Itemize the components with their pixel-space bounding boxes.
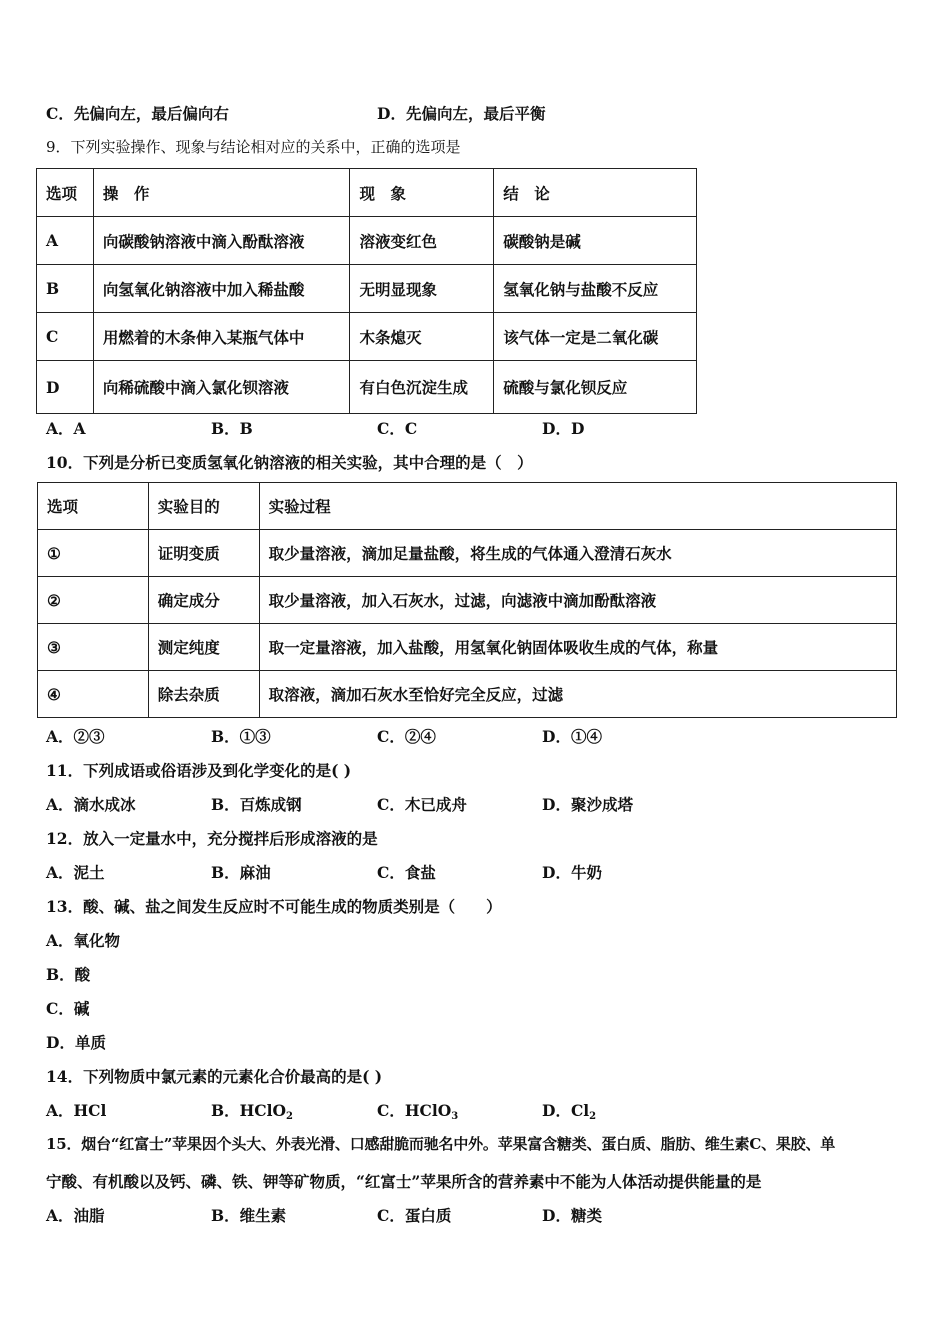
table-cell: D: [37, 361, 94, 414]
header-cell: 选项: [37, 169, 94, 217]
q9-option-d: D．D: [542, 419, 585, 438]
q9-option-a: A．A: [46, 419, 86, 438]
header-cell: 操 作: [93, 169, 350, 217]
header-cell: 选项: [38, 483, 149, 530]
header-cell: 结 论: [494, 169, 697, 217]
table-row: [37, 361, 697, 414]
table-cell: 取一定量溶液，加入盐酸，用氢氧化钠固体吸收生成的气体，称量: [259, 624, 896, 671]
q14-stem: 14．下列物质中氯元素的元素化合价最高的是( ): [46, 1067, 383, 1086]
table-cell: 向氢氧化钠溶液中加入稀盐酸: [93, 265, 350, 313]
table-row: [37, 313, 697, 361]
q10-option-d: D．①④: [542, 727, 602, 746]
q10-option-b: B．①③: [211, 727, 271, 746]
q14-option-b: [211, 1099, 293, 1122]
table-cell: 木条熄灭: [350, 313, 494, 361]
table-cell: 溶液变红色: [350, 217, 494, 265]
q12-option-a: A．泥土: [46, 863, 105, 882]
q11-option-a: A．滴水成冰: [46, 795, 136, 814]
q10-stem: 10．下列是分析已变质氢氧化钠溶液的相关实验，其中合理的是（ ）: [46, 453, 533, 472]
q10-option-a: A．②③: [46, 727, 105, 746]
q12-option-b: B．麻油: [211, 863, 271, 882]
table-row: [38, 530, 897, 577]
table-cell: 取少量溶液，滴加足量盐酸，将生成的气体通入澄清石灰水: [259, 530, 896, 577]
q11-option-b: B．百炼成钢: [211, 795, 302, 814]
table-cell: ②: [38, 577, 149, 624]
q15-option-d: D．糖类: [542, 1206, 602, 1225]
q9-stem: 9．下列实验操作、现象与结论相对应的关系中，正确的选项是: [46, 138, 461, 156]
table-cell: C: [37, 313, 94, 361]
table-cell: 该气体一定是二氧化碳: [494, 313, 697, 361]
q13-option-a: A．氧化物: [46, 931, 121, 950]
table-cell: 取少量溶液，加入石灰水，过滤，向滤液中滴加酚酞溶液: [259, 577, 896, 624]
table-cell: B: [37, 265, 94, 313]
q9-table: [36, 168, 697, 414]
q12-option-d: D．牛奶: [542, 863, 602, 882]
table-cell: 确定成分: [148, 577, 259, 624]
q11-option-d: D．聚沙成塔: [542, 795, 633, 814]
table-row: [38, 624, 897, 671]
q15-option-a: A．油脂: [46, 1206, 105, 1225]
table-cell: ③: [38, 624, 149, 671]
q13-stem: 13．酸、碱、盐之间发生反应时不可能生成的物质类别是（ ）: [46, 897, 502, 916]
table-cell: 取溶液，滴加石灰水至恰好完全反应，过滤: [259, 671, 896, 718]
formula-text: C．HClO: [377, 1101, 452, 1120]
table-cell: 有白色沉淀生成: [350, 361, 494, 414]
table-row: [38, 577, 897, 624]
q9-option-b: B．B: [211, 419, 253, 438]
table-cell: 除去杂质: [148, 671, 259, 718]
header-cell: 实验过程: [259, 483, 896, 530]
table-cell: A: [37, 217, 94, 265]
q10-table: [37, 482, 897, 718]
table-cell: ①: [38, 530, 149, 577]
table-cell: 向稀硫酸中滴入氯化钡溶液: [93, 361, 350, 414]
table-cell: 证明变质: [148, 530, 259, 577]
q15-stem-line2: 宁酸、有机酸以及钙、磷、铁、钾等矿物质，“红富士”苹果所含的营养素中不能为人体活动提供能量的是: [46, 1172, 762, 1191]
formula-text: D．Cl: [542, 1101, 590, 1120]
formula-text: A．HCl: [46, 1101, 107, 1120]
q10-option-c: C．②④: [377, 727, 436, 746]
q14-option-a: [46, 1099, 106, 1121]
header-cell: 现 象: [350, 169, 494, 217]
q8-option-c: C．先偏向左，最后偏向右: [46, 104, 229, 123]
q15-option-c: C．蛋白质: [377, 1206, 452, 1225]
table-cell: 硫酸与氯化钡反应: [494, 361, 697, 414]
table-cell: 用燃着的木条伸入某瓶气体中: [93, 313, 350, 361]
table-row: [38, 671, 897, 718]
q9-table-header: [37, 169, 697, 217]
q13-option-c: C．碱: [46, 999, 90, 1018]
q12-stem: 12．放入一定量水中，充分搅拌后形成溶液的是: [46, 829, 378, 848]
q11-option-c: C．木已成舟: [377, 795, 467, 814]
formula-text: B．HClO: [211, 1101, 286, 1120]
q11-stem: 11．下列成语或俗语涉及到化学变化的是( ): [46, 761, 352, 780]
q15-stem-line1: 15．烟台“红富士”苹果因个头大、外表光滑、口感甜脆而驰名中外。苹果富含糖类、蛋白质、脂肪、维生素C、果胶、单: [46, 1135, 836, 1153]
formula-subscript: 2: [589, 1111, 597, 1122]
header-cell: 实验目的: [148, 483, 259, 530]
table-row: [37, 265, 697, 313]
q13-option-d: D．单质: [46, 1033, 106, 1052]
q15-option-b: B．维生素: [211, 1206, 287, 1225]
formula-subscript: 3: [451, 1111, 459, 1122]
table-cell: 碳酸钠是碱: [494, 217, 697, 265]
q14-option-d: [542, 1099, 596, 1122]
q8-option-d: D．先偏向左，最后平衡: [377, 104, 546, 123]
q14-option-c: [377, 1099, 458, 1122]
q13-option-b: B．酸: [46, 965, 91, 984]
table-cell: ④: [38, 671, 149, 718]
table-cell: 无明显现象: [350, 265, 494, 313]
q9-option-c: C．C: [377, 419, 418, 438]
table-row: [37, 217, 697, 265]
formula-subscript: 2: [285, 1111, 293, 1122]
q10-table-header: [38, 483, 897, 530]
table-cell: 向碳酸钠溶液中滴入酚酞溶液: [93, 217, 350, 265]
q12-option-c: C．食盐: [377, 863, 436, 882]
table-cell: 测定纯度: [148, 624, 259, 671]
table-cell: 氢氧化钠与盐酸不反应: [494, 265, 697, 313]
